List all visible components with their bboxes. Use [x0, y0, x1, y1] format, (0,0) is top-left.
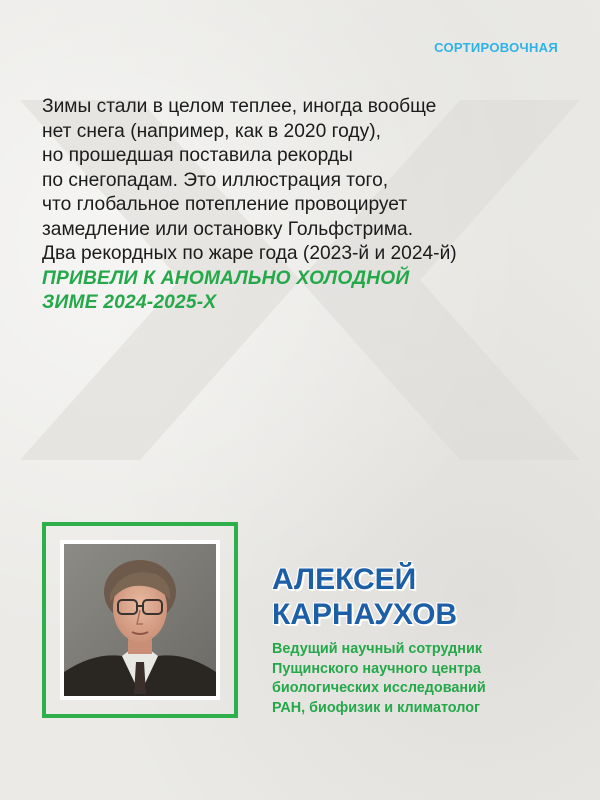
- quote-line: но прошедшая поставила рекорды: [42, 145, 353, 166]
- bio-line: Ведущий научный сотрудник: [272, 641, 483, 657]
- quote-line: Два рекордных по жаре года (2023-й и 2024-й): [42, 243, 457, 264]
- quote-accent-line: ЗИМЕ 2024-2025-Х: [42, 292, 217, 313]
- quote-line: что глобальное потепление провоцирует: [42, 194, 408, 215]
- bio-line: Пущинского научного центра: [272, 660, 481, 677]
- brand-label: СОРТИРОВОЧНАЯ: [434, 40, 558, 55]
- portrait-photo: [64, 544, 216, 696]
- quote-line: Зимы стали в целом теплее, иногда вообще: [42, 96, 437, 117]
- person-bio: [272, 640, 486, 718]
- bio-line: РАН, биофизик и климатолог: [272, 699, 480, 716]
- portrait-mat: [60, 540, 220, 700]
- quote-line: замедление или остановку Гольфстрима.: [42, 218, 414, 240]
- person-last-name: КАРНАУХОВ: [272, 598, 458, 631]
- quote-accent-line: ПРИВЕЛИ К АНОМАЛЬНО ХОЛОДНОЙ: [42, 267, 410, 289]
- person-first-name: АЛЕКСЕЙ: [272, 563, 417, 596]
- quote-line: по снегопадам. Это иллюстрация того,: [42, 169, 389, 191]
- quote-line: нет снега (например, как в 2020 году),: [42, 120, 381, 142]
- bio-line: биологических исследований: [272, 680, 486, 696]
- person-name: [272, 562, 457, 632]
- quote-text: [42, 95, 582, 316]
- portrait-frame: [42, 522, 238, 718]
